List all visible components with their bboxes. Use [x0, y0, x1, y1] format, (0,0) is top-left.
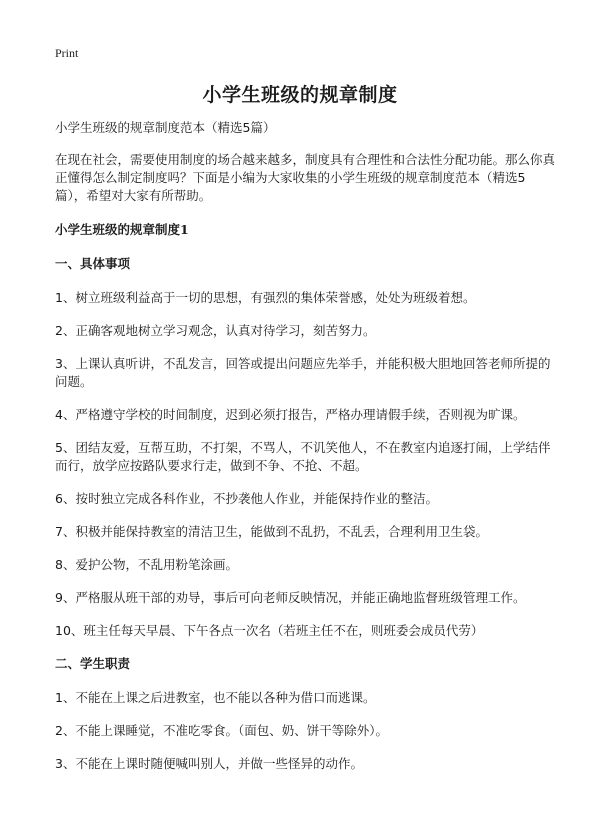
list-item: 3、上课认真听讲，不乱发言，回答或提出问题应先举手，并能积极大胆地回答老师所提的问题。: [55, 356, 551, 389]
heading-student-duties: 二、学生职责: [55, 656, 131, 671]
specific-items-list: [55, 289, 555, 640]
list-item: 2、正确客观地树立学习观念，认真对待学习，刻苦努力。: [55, 323, 376, 338]
intro-paragraph: 在现在社会，需要使用制度的场合越来越多，制度具有合理性和合法性分配功能。那么你真正懂得怎么制定制度吗？下面是小编为大家收集的小学生班级的规章制度范本（精选5篇），希望对大家有所帮助。: [55, 152, 556, 203]
list-item: 10、班主任每天早晨、下午各点一次名（若班主任不在，则班委会成员代劳）: [55, 623, 484, 638]
document-title: 小学生班级的规章制度: [202, 84, 398, 106]
list-item: 9、严格服从班干部的劝导，事后可向老师反映情况，并能正确地监督班级管理工作。: [55, 590, 526, 605]
heading-specific-items: 一、具体事项: [55, 256, 131, 271]
list-item: 6、按时独立完成各科作业，不抄袭他人作业，并能保持作业的整洁。: [55, 491, 438, 506]
print-link[interactable]: Print: [55, 46, 79, 60]
list-item: 1、不能在上课之后进教室，也不能以各种为借口而逃课。: [55, 690, 376, 705]
list-item: 3、不能在上课时随便喊叫别人，并做一些怪异的动作。: [55, 756, 363, 771]
list-item: 8、爱护公物，不乱用粉笔涂画。: [55, 557, 238, 572]
list-item: 7、积极并能保持教室的清洁卫生，能做到不乱扔，不乱丢，合理利用卫生袋。: [55, 524, 488, 539]
list-item: 1、树立班级利益高于一切的思想，有强烈的集体荣誉感，处处为班级着想。: [55, 290, 476, 305]
list-item: 4、严格遵守学校的时间制度，迟到必须打报告，严格办理请假手续，否则视为旷课。: [55, 407, 526, 422]
section-title: 小学生班级的规章制度1: [55, 222, 189, 237]
document-subtitle: 小学生班级的规章制度范本（精选5篇）: [55, 120, 276, 135]
document-body: [55, 119, 555, 788]
list-item: 5、团结友爱，互帮互助，不打架，不骂人，不讥笑他人，不在教室内追逐打闹，上学结伴而行，放学应按路队要求行走，做到不争、不抢、不超。: [55, 440, 551, 473]
list-item: 2、不能上课睡觉，不准吃零食。（面包、奶、饼干等除外）。: [55, 723, 388, 738]
student-duties-list: [55, 689, 555, 773]
